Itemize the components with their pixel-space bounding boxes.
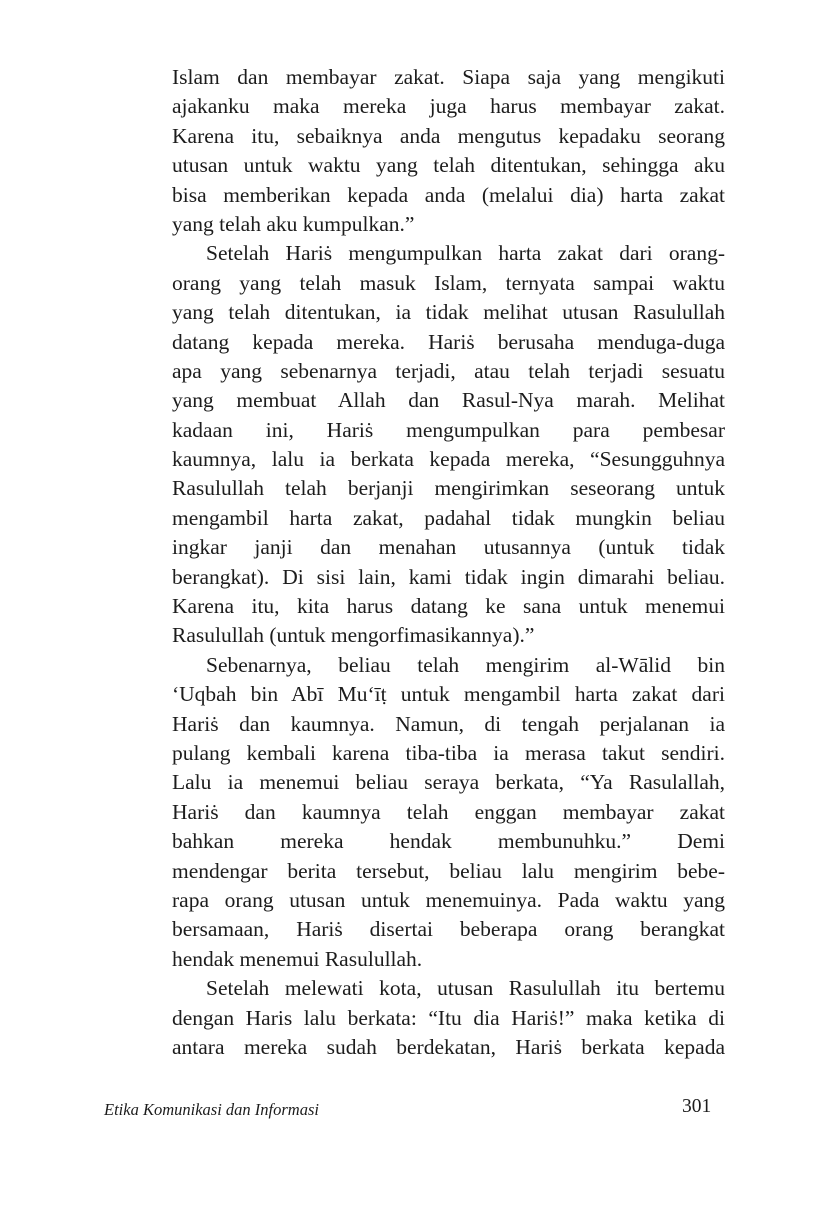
text-line: Karena itu, kita harus datang ke sana untuk menemui [172, 594, 725, 619]
text-line: bahkan mereka hendak membunuhku.” Demi [172, 829, 725, 854]
text-line: utusan untuk waktu yang telah ditentukan, sehingga aku [172, 153, 725, 178]
text-line: mendengar berita tersebut, beliau lalu mengirim bebe- [172, 858, 725, 883]
text-line: yang telah aku kumpulkan.” [172, 211, 415, 236]
text-line: datang kepada mereka. Hariṡ berusaha menduga-duga [172, 329, 725, 354]
text-line: Setelah melewati kota, utusan Rasulullah itu bertemu [206, 976, 725, 1001]
text-line: rapa orang utusan untuk menemuinya. Pada waktu yang [172, 887, 725, 912]
text-line: kadaan ini, Hariṡ mengumpulkan para pembesar [172, 417, 725, 442]
text-line: Rasulullah telah berjanji mengirimkan seseorang untuk [172, 476, 725, 501]
paragraph [172, 239, 725, 650]
text-line: ‘Uqbah bin Abī Mu‘īṭ untuk mengambil harta zakat dari [172, 682, 725, 707]
text-line: apa yang sebenarnya terjadi, atau telah terjadi sesuatu [172, 358, 725, 383]
text-line: bersamaan, Hariṡ disertai beberapa orang berangkat [172, 917, 725, 942]
text-line: Rasulullah (untuk mengorfimasikannya).” [172, 623, 535, 648]
text-line: berangkat). Di sisi lain, kami tidak ingin dimarahi beliau. [172, 564, 725, 589]
text-line: Hariṡ dan kaumnya. Namun, di tengah perjalanan ia [172, 711, 725, 736]
page-body [172, 63, 725, 1062]
text-line: ajakanku maka mereka juga harus membayar zakat. [172, 94, 725, 119]
text-line: Lalu ia menemui beliau seraya berkata, “Ya Rasulallah, [172, 770, 725, 795]
text-line: Islam dan membayar zakat. Siapa saja yang mengikuti [172, 65, 725, 89]
text-line: Hariṡ dan kaumnya telah enggan membayar zakat [172, 799, 725, 824]
text-line: ingkar janji dan menahan utusannya (untuk tidak [172, 535, 725, 560]
text-line: Karena itu, sebaiknya anda mengutus kepadaku seorang [172, 123, 725, 148]
text-line: Sebenarnya, beliau telah mengirim al-Wālid bin [206, 652, 725, 677]
text-line: kaumnya, lalu ia berkata kepada mereka, “Sesungguhnya [172, 447, 725, 472]
running-footer-title: Etika Komunikasi dan Informasi [104, 1100, 319, 1119]
text-line: antara mereka sudah berdekatan, Hariṡ berkata kepada [172, 1034, 725, 1059]
text-line: bisa memberikan kepada anda (melalui dia) harta zakat [172, 182, 725, 207]
text-line: yang telah ditentukan, ia tidak melihat utusan Rasulullah [172, 300, 725, 325]
text-line: yang membuat Allah dan Rasul-Nya marah. Melihat [172, 388, 725, 413]
paragraph [172, 63, 725, 239]
page-number: 301 [682, 1096, 712, 1117]
paragraph [172, 974, 725, 1062]
text-line: mengambil harta zakat, padahal tidak mungkin beliau [172, 505, 725, 530]
text-line: orang yang telah masuk Islam, ternyata sampai waktu [172, 270, 725, 295]
text-line: hendak menemui Rasulullah. [172, 946, 423, 971]
paragraph [172, 651, 725, 974]
text-line: Setelah Hariṡ mengumpulkan harta zakat dari orang- [206, 241, 725, 266]
text-line: dengan Haris lalu berkata: “Itu dia Hariṡ!” maka ketika di [172, 1005, 725, 1030]
text-line: pulang kembali karena tiba-tiba ia merasa takut sendiri. [172, 740, 725, 765]
